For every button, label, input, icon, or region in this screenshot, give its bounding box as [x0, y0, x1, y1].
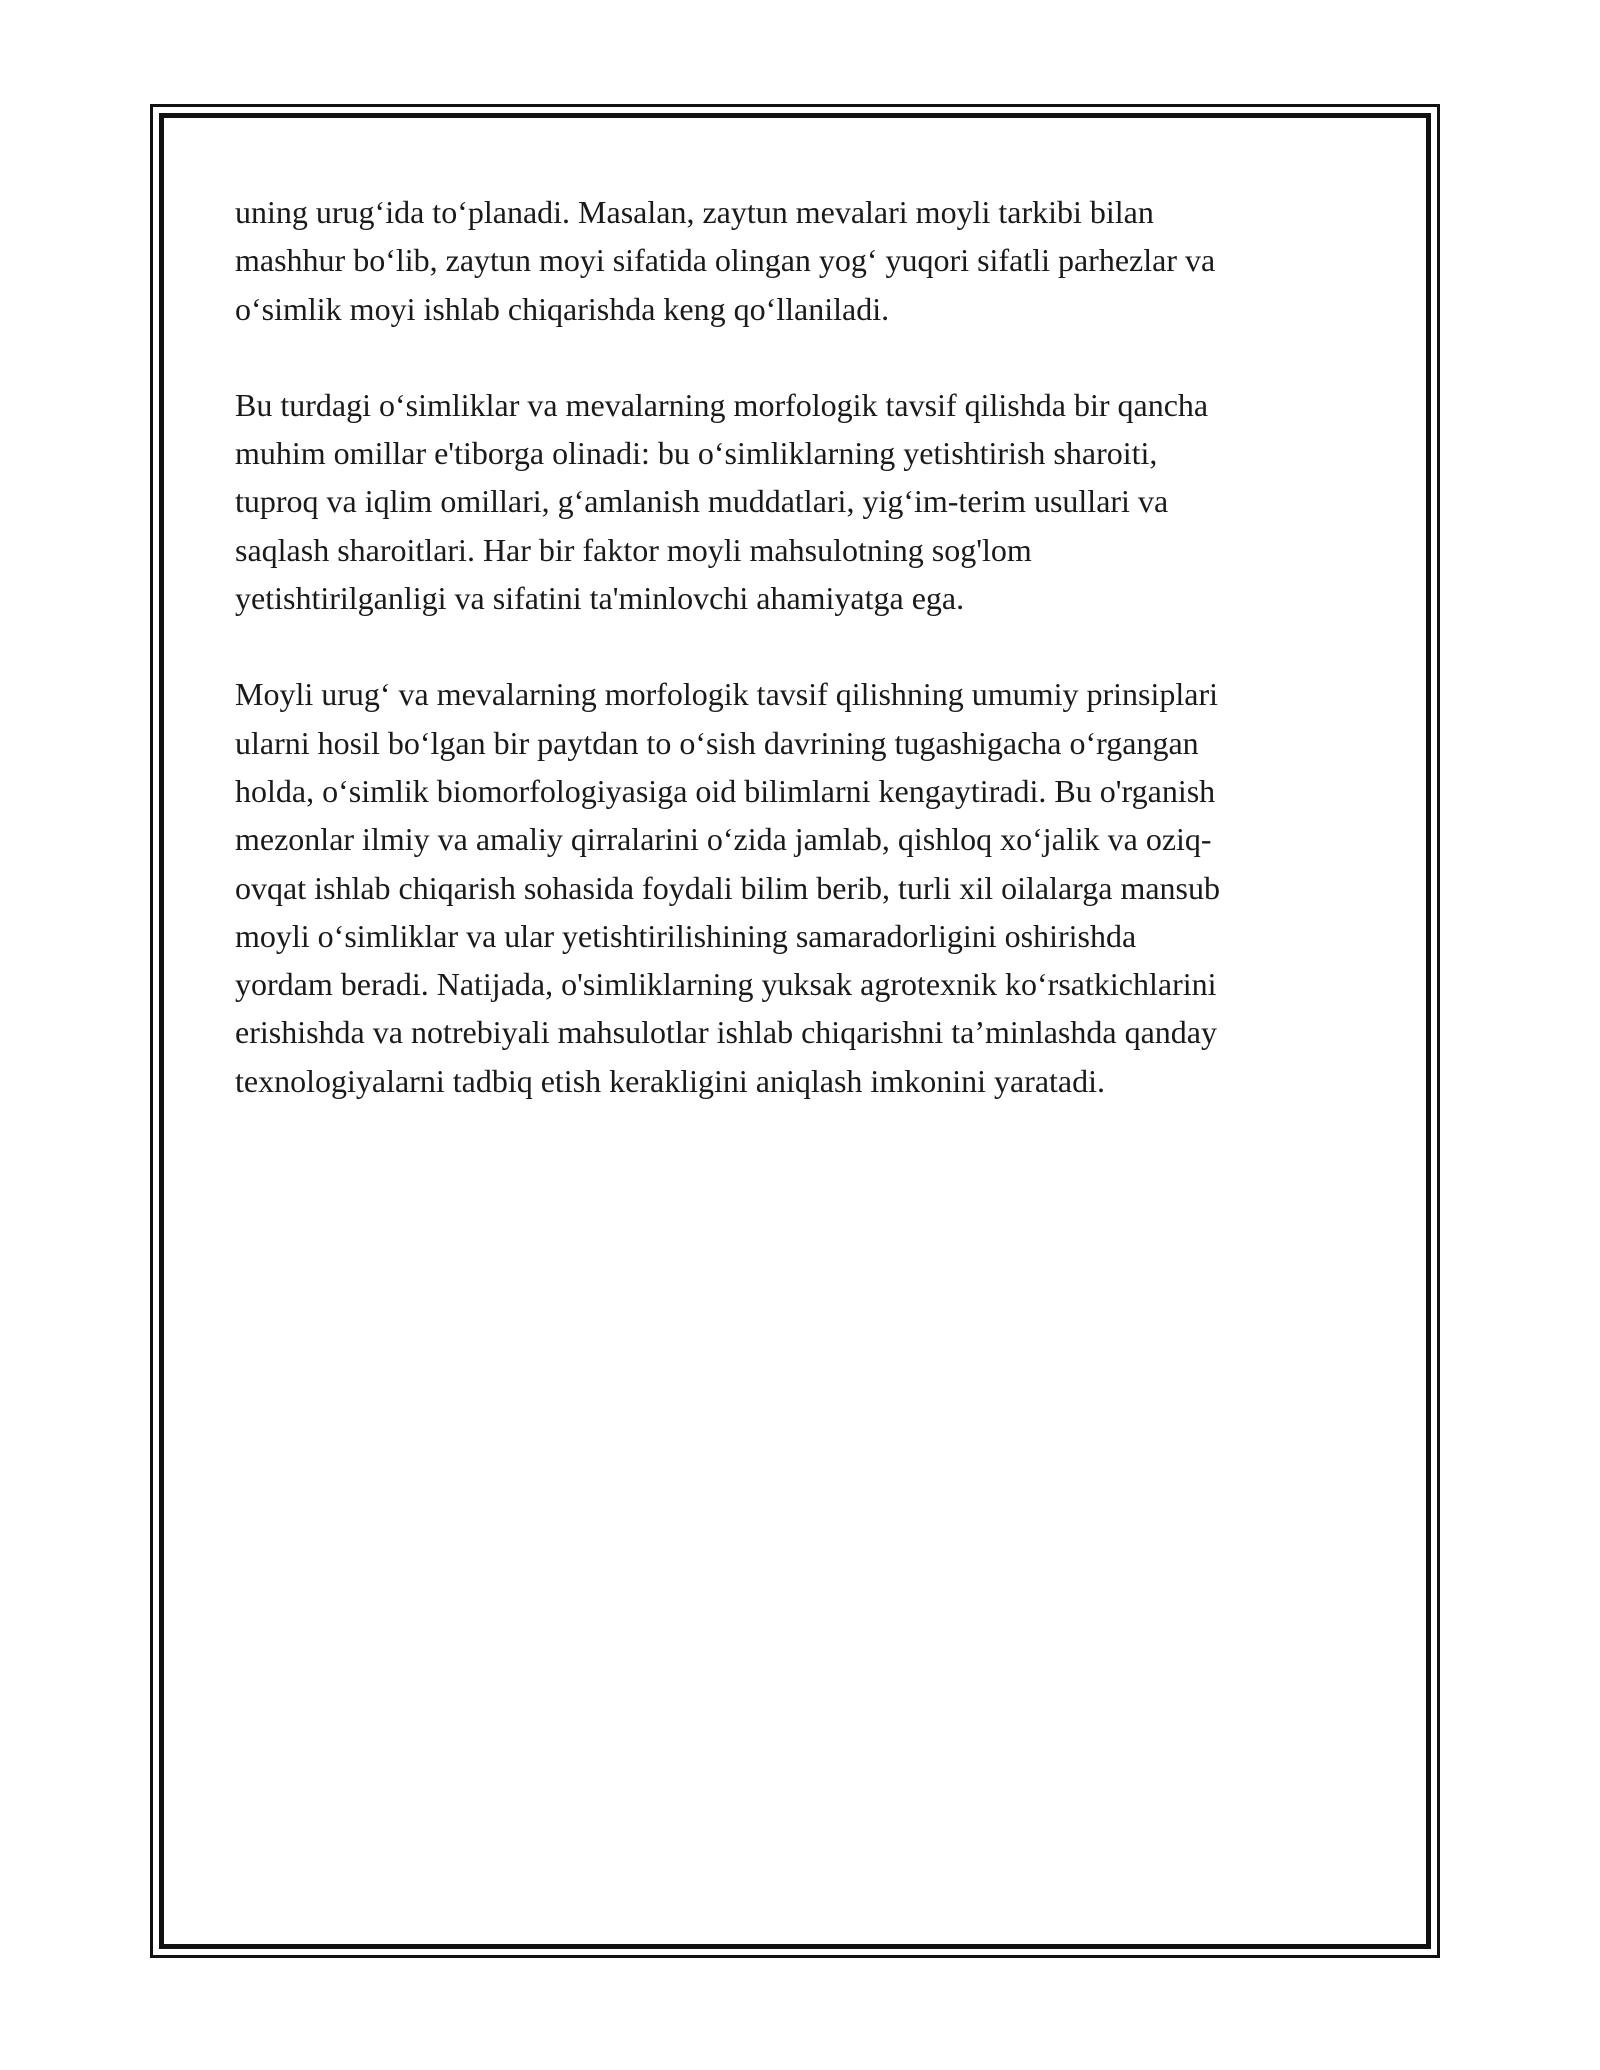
text-line: o‘simlik moyi ishlab chiqarishda keng qo‘llaniladi. [235, 290, 890, 327]
paragraph-1 [235, 188, 1365, 333]
text-line: uning urug‘ida to‘planadi. Masalan, zaytun mevalari moyli tarkibi bilan [235, 194, 1154, 230]
text-line: mezonlar ilmiy va amaliy qirralarini o‘zida jamlab, qishloq xo‘jalik va oziq- [235, 821, 1212, 858]
text-line: saqlash sharoitlari. Har bir faktor moyli mahsulotning sog'lom [235, 531, 1032, 568]
text-line: moyli o‘simliklar va ular yetishtirilishining samaradorligini oshirishda [235, 917, 1137, 954]
text-line: ularni hosil bo‘lgan bir paytdan to o‘sish davrining tugashigacha o‘rgangan [235, 724, 1199, 761]
text-line: holda, o‘simlik biomorfologiyasiga oid bilimlarni kengaytiradi. Bu o'rganish [235, 772, 1216, 809]
text-line: ovqat ishlab chiqarish sohasida foydali bilim berib, turli xil oilalarga mansub [235, 869, 1220, 906]
paragraph-2 [235, 381, 1365, 622]
text-line: erishishda va notrebiyali mahsulotlar ishlab chiqarishni ta’minlashda qanday [235, 1014, 1217, 1051]
text-line: tuproq va iqlim omillari, g‘amlanish muddatlari, yig‘im-terim usullari va [235, 483, 1169, 520]
text-line: mashhur bo‘lib, zaytun moyi sifatida olingan yog‘ yuqori sifatli parhezlar va [235, 242, 1216, 279]
text-line: texnologiyalarni tadbiq etish kerakligini aniqlash imkonini yaratadi. [235, 1062, 1106, 1099]
text-line: Moyli urug‘ va mevalarning morfologik tavsif qilishning umumiy prinsiplari [235, 676, 1218, 713]
text-line: muhim omillar e'tiborga olinadi: bu o‘simliklarning yetishtirish sharoiti, [235, 435, 1158, 472]
text-line: yetishtirilganligi va sifatini ta'minlovchi ahamiyatga ega. [235, 580, 965, 617]
document-body [235, 188, 1365, 1153]
text-line: yordam beradi. Natijada, o'simliklarning yuksak agrotexnik ko‘rsatkichlarini [235, 966, 1217, 1003]
text-line: Bu turdagi o‘simliklar va mevalarning morfologik tavsif qilishda bir qancha [235, 386, 1209, 423]
paragraph-3 [235, 670, 1365, 1105]
